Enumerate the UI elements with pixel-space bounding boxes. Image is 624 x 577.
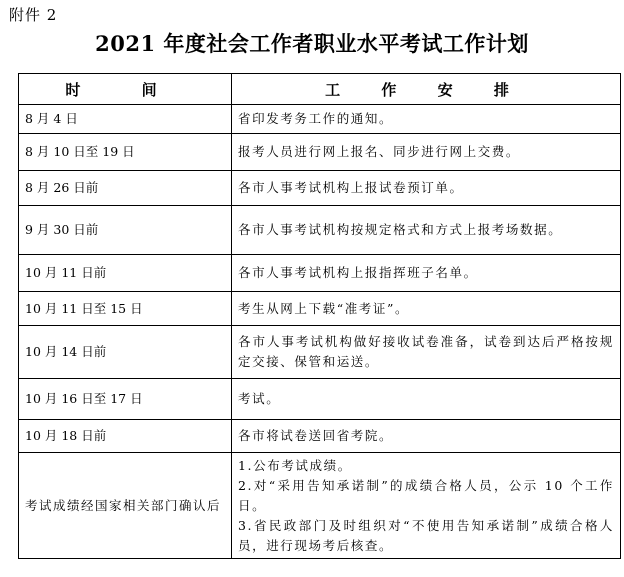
table-row <box>19 379 621 420</box>
table-row <box>19 206 621 255</box>
row-task: 各市将试卷送回省考院。 <box>232 420 621 453</box>
row-date: 10 月 16 日至 17 日 <box>19 379 232 420</box>
document-title: 2021 年度社会工作者职业水平考试工作计划 <box>95 31 529 56</box>
table-row <box>19 255 621 292</box>
row-task: 考生从网上下载“准考证”。 <box>232 292 621 326</box>
list-item: 1.公布考试成绩。 <box>238 457 352 473</box>
row-date: 8 月 4 日 <box>19 105 232 134</box>
header-work-arrangement: 工 作 安 排 <box>232 74 621 105</box>
row-task: 各市人事考试机构上报试卷预订单。 <box>232 171 621 206</box>
row-date: 10 月 11 日前 <box>19 255 232 292</box>
work-plan-table <box>18 73 621 559</box>
row-task: 各市人事考试机构做好接收试卷准备，试卷到达后严格按规定交接、保管和运送。 <box>232 326 621 379</box>
list-item: 3.省民政部门及时组织对“不使用告知承诺制”成绩合格人员，进行现场考后核查。 <box>238 517 614 553</box>
row-task: 省印发考务工作的通知。 <box>232 105 621 134</box>
row-date: 8 月 26 日前 <box>19 171 232 206</box>
table-row <box>19 105 621 134</box>
row-date: 10 月 18 日前 <box>19 420 232 453</box>
row-task: 各市人事考试机构上报指挥班子名单。 <box>232 255 621 292</box>
row-task: 考试。 <box>232 379 621 420</box>
row-date: 10 月 11 日至 15 日 <box>19 292 232 326</box>
row-date: 8 月 10 日至 19 日 <box>19 134 232 171</box>
row-task: 各市人事考试机构按规定格式和方式上报考场数据。 <box>232 206 621 255</box>
attachment-label: 附件 2 <box>9 6 58 24</box>
table-row <box>19 326 621 379</box>
row-task: 报考人员进行网上报名、同步进行网上交费。 <box>232 134 621 171</box>
header-time: 时 间 <box>19 74 232 105</box>
row-date: 10 月 14 日前 <box>19 326 232 379</box>
row-date: 考试成绩经国家相关部门确认后 <box>19 453 232 559</box>
table-row <box>19 134 621 171</box>
table-row <box>19 453 621 559</box>
row-date: 9 月 30 日前 <box>19 206 232 255</box>
list-item: 2.对“采用告知承诺制”的成绩合格人员，公示 10 个工作日。 <box>238 477 614 513</box>
table-row <box>19 292 621 326</box>
row-task-list <box>232 453 621 559</box>
table-header-row <box>19 74 621 105</box>
table-row <box>19 171 621 206</box>
table-row <box>19 420 621 453</box>
